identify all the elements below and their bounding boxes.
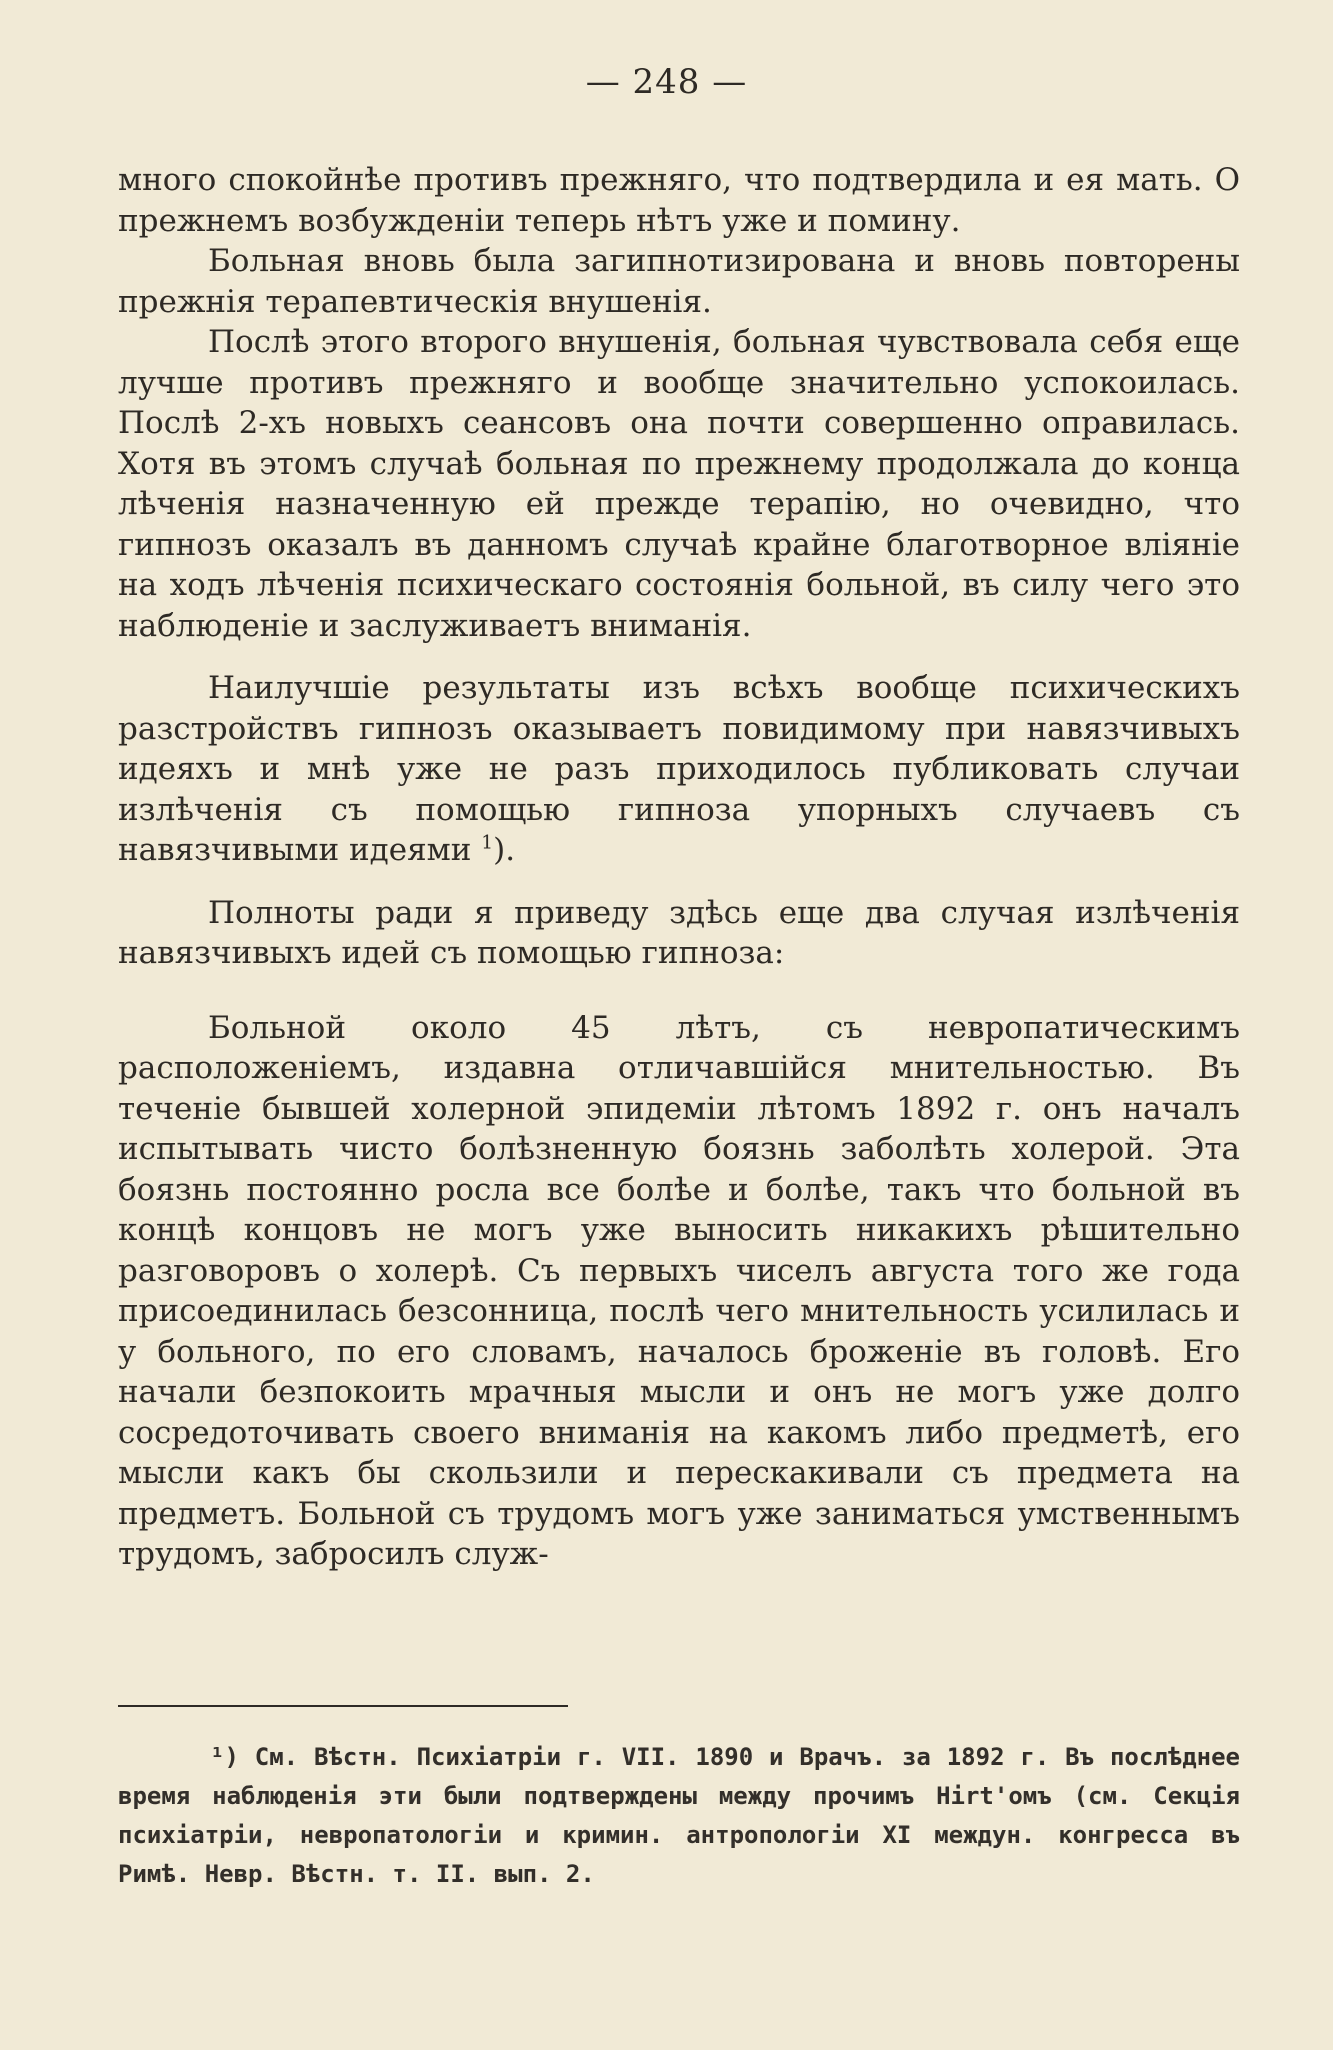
paragraph-4-text: Наилучшіе результаты изъ всѣхъ вообще психическихъ разстройствъ гипнозъ оказываетъ повидимому при навязчивыхъ идеяхъ и мнѣ уже не разъ приходилось публиковать случаи излѣченія съ помощью гипноза упорныхъ случаевъ съ навязчивыми идеями [118, 670, 1240, 868]
footnote-divider [118, 1705, 568, 1707]
body-text [118, 160, 1240, 1575]
footnote [118, 1738, 1240, 1894]
paragraph-1: много спокойнѣе противъ прежняго, что подтвердила и ея мать. О прежнемъ возбужденіи теперь нѣтъ уже и помину. [118, 162, 1240, 239]
footnote-reference: 1 [481, 832, 494, 854]
footnote-reference-suffix: ). [493, 832, 516, 868]
footnote-text: См. Вѣстн. Психіатріи г. VII. 1890 и Врачъ. за 1892 г. Въ послѣднее время наблюденія эти были подтверждены между прочимъ Hirt'омъ (см. Секція психіатріи, невропатологіи и кримин. антропологіи XI междун. конгресса въ Римѣ. Невр. Вѣстн. т. II. вып. 2. [118, 1743, 1240, 1888]
paragraph-6: Больной около 45 лѣтъ, съ невропатическимъ расположеніемъ, издавна отличавшійся мнительностью. Въ теченіе бывшей холерной эпидеміи лѣтомъ 1892 г. онъ началъ испытывать чисто болѣзненную боязнь заболѣть холерой. Эта боязнь постоянно росла все болѣе и болѣе, такъ что больной въ концѣ концовъ не могъ уже выносить никакихъ рѣшительно разговоровъ о холерѣ. Съ первыхъ чиселъ августа того же года присоединилась безсонница, послѣ чего мнительность усилилась и у больного, по его словамъ, началось броженіе въ головѣ. Его начали безпокоить мрачныя мысли и онъ не могъ уже долго сосредоточивать своего вниманія на какомъ либо предметѣ, его мысли какъ бы скользили и перескакивали съ предмета на предметъ. Больной съ трудомъ могъ уже заниматься умственнымъ трудомъ, забросилъ служ- [118, 1009, 1240, 1572]
paragraph-3: Послѣ этого второго внушенія, больная чувствовала себя еще лучше противъ прежняго и вообще значительно успокоилась. Послѣ 2-хъ новыхъ сеансовъ она почти совершенно оправилась. Хотя въ этомъ случаѣ больная по прежнему продолжала до конца лѣченія назначенную ей прежде терапію, но очевидно, что гипнозъ оказалъ въ данномъ случаѣ крайне благотворное вліяніе на ходъ лѣченія психическаго состоянія больной, въ силу чего это наблюденіе и заслуживаетъ вниманія. [118, 324, 1240, 644]
paragraph-2: Больная вновь была загипнотизирована и вновь повторены прежнія терапевтическія внушенія. [118, 243, 1240, 320]
paragraph-5: Полноты ради я приведу здѣсь еще два случая излѣченія навязчивыхъ идей съ помощью гипноза: [118, 894, 1240, 971]
paragraph-4 [118, 668, 1240, 871]
page-number: — 248 — [585, 62, 748, 102]
footnote-marker: ¹) [210, 1743, 239, 1771]
